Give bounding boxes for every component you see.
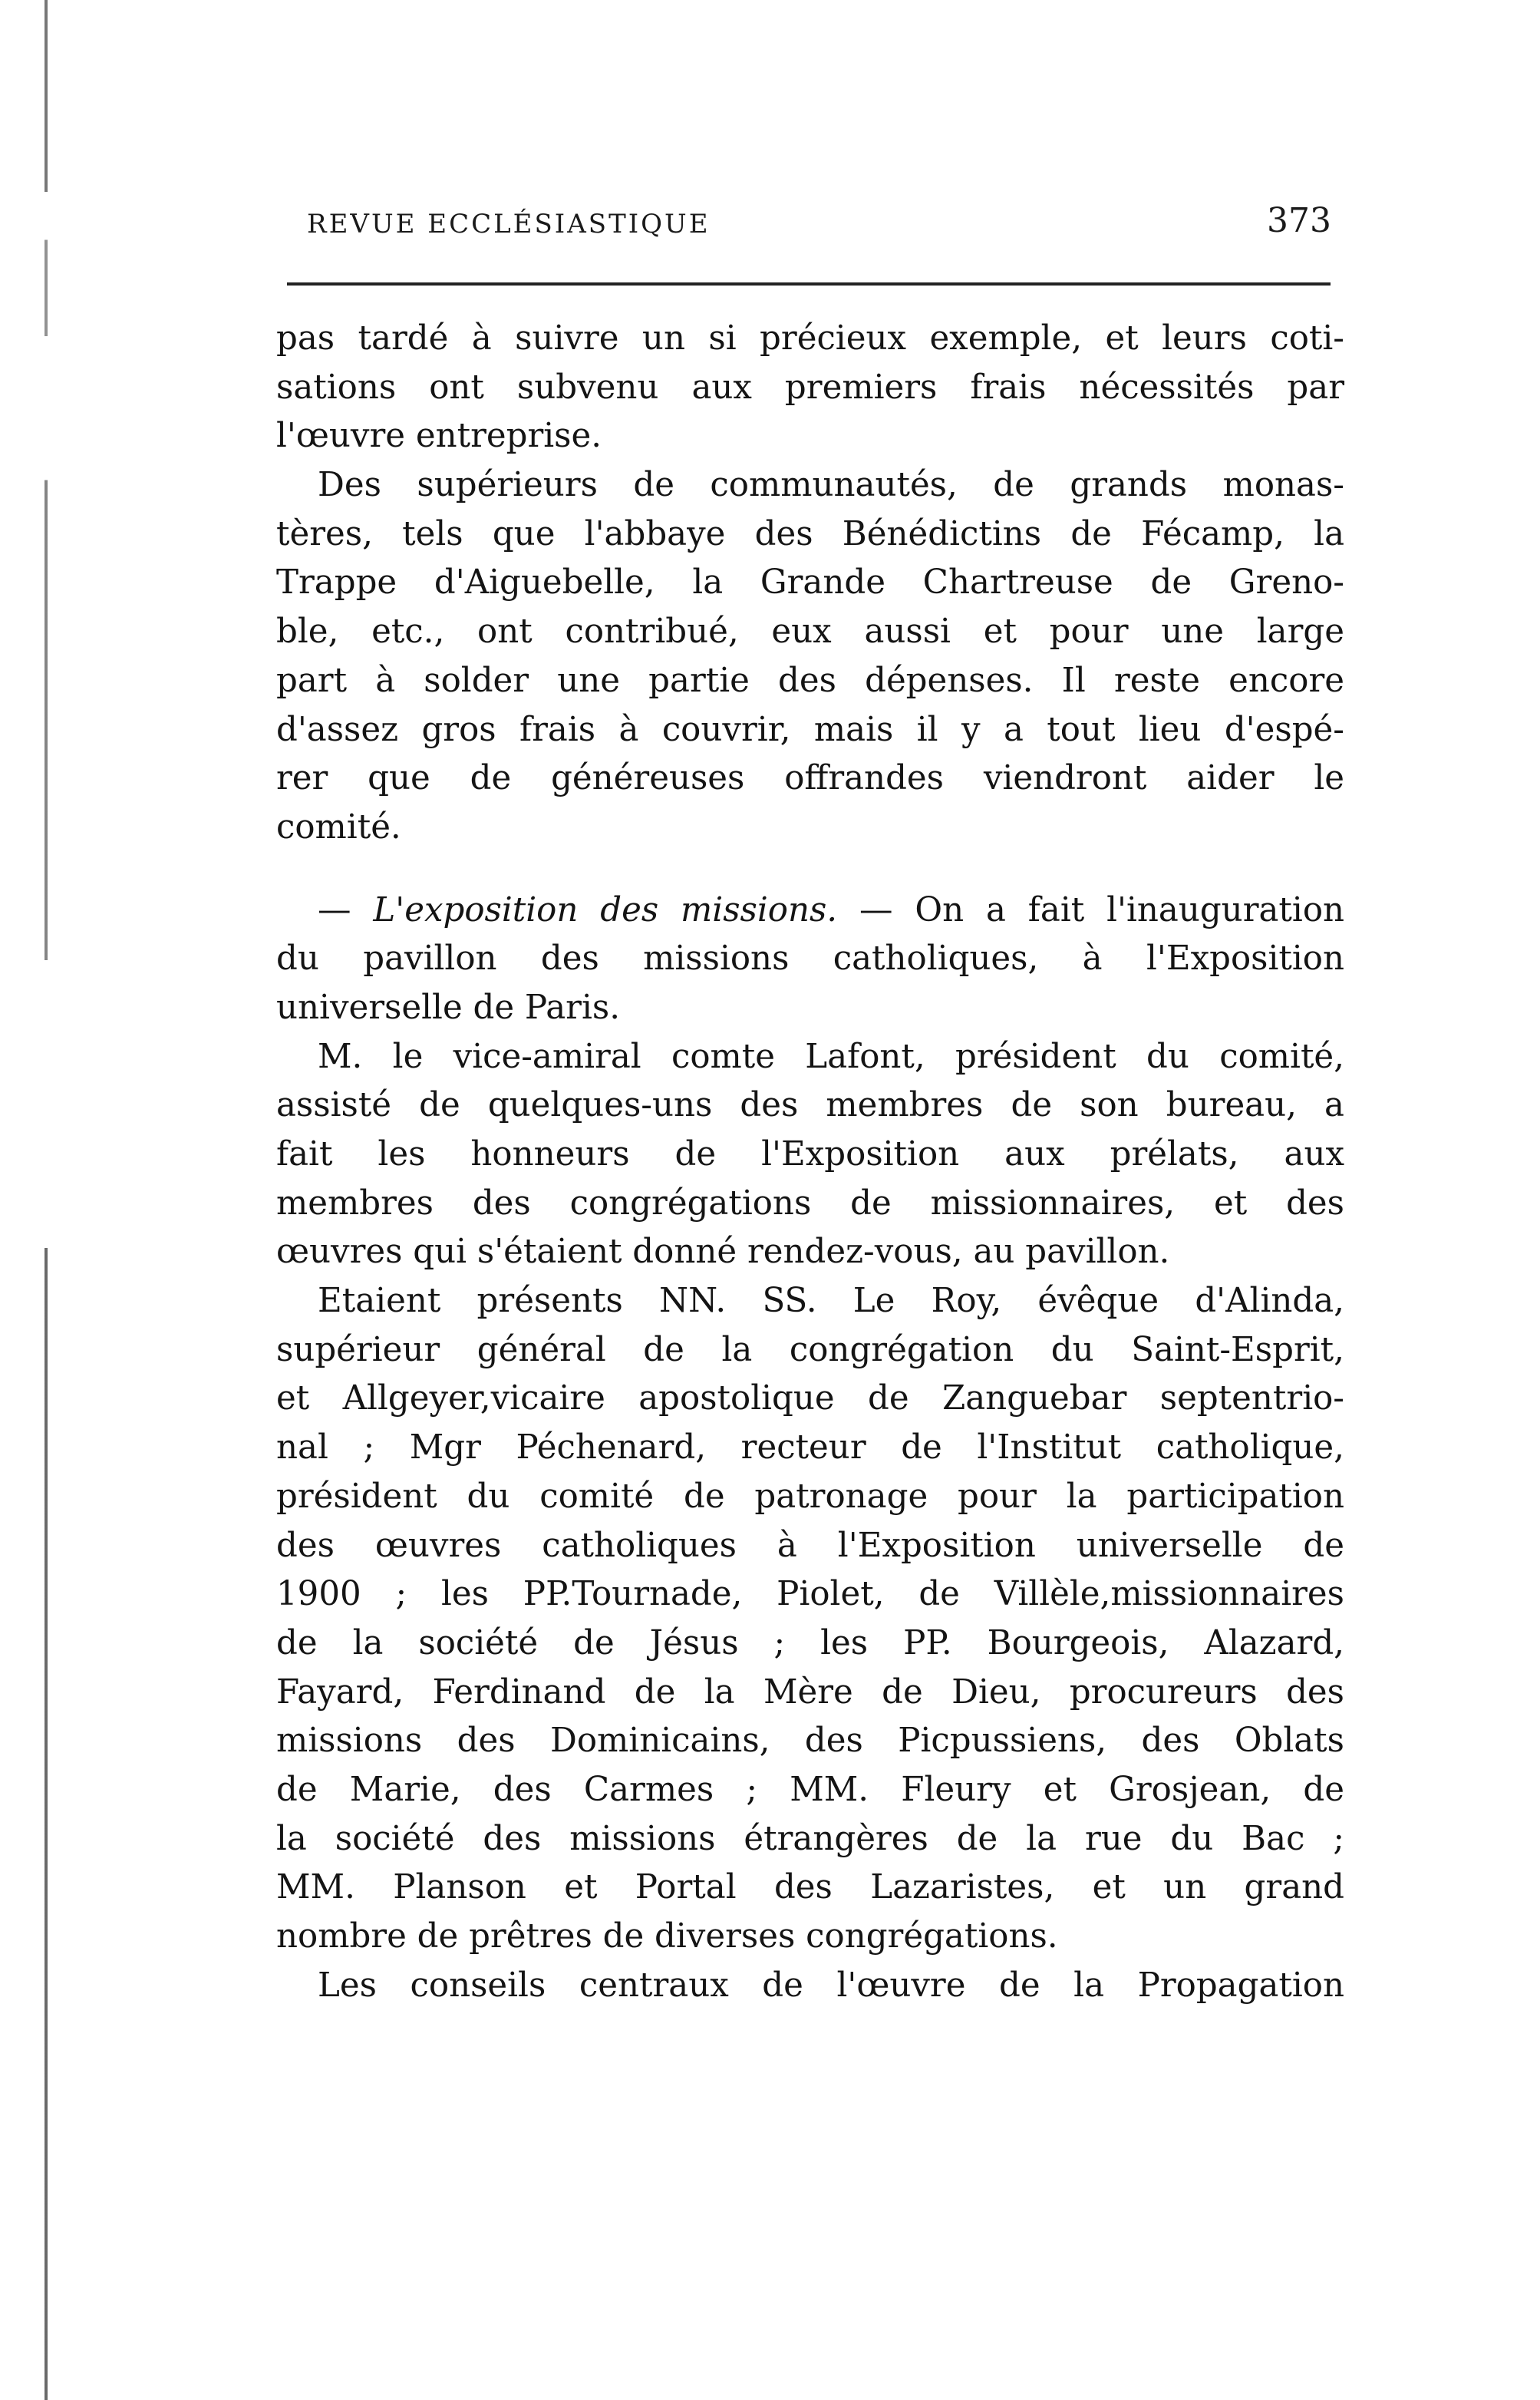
text-line: comité. [276, 807, 401, 847]
text-line: Des supérieurs de communautés, de grands monas- [318, 466, 1344, 505]
text-line: MM. Planson et Portal des Lazaristes, et un grand [276, 1868, 1344, 1907]
text-line: sations ont subvenu aux premiers frais nécessités par [276, 368, 1344, 407]
text-line: nombre de prêtres de diverses congrégations. [276, 1917, 1058, 1956]
text-line: universelle de Paris. [276, 988, 621, 1027]
text-line: missions des Dominicains, des Picpussiens, des Oblats [276, 1722, 1344, 1761]
text-line: fait les honneurs de l'Exposition aux prélats, aux [276, 1135, 1344, 1174]
text-line: la société des missions étrangères de la rue du Bac ; [276, 1819, 1344, 1858]
body-text [276, 315, 1344, 2010]
text-line: d'assez gros frais à couvrir, mais il y a tout lieu d'espé- [276, 710, 1344, 749]
section-first-line-text: — On a fait l'inauguration [859, 890, 1345, 929]
text-line: M. le vice-amiral comte Lafont, président du comité, [318, 1037, 1344, 1076]
text-line: des œuvres catholiques à l'Exposition universelle de [276, 1526, 1344, 1565]
paragraph-4 [276, 1033, 1344, 1277]
text-line: part à solder une partie des dépenses. Il reste encore [276, 661, 1344, 700]
running-title: REVUE ECCLÉSIASTIQUE [307, 209, 711, 239]
section-gap [276, 853, 1344, 886]
page-binding-edge [45, 0, 48, 2400]
text-line: Fayard, Ferdinand de la Mère de Dieu, procureurs des [276, 1672, 1344, 1712]
text-line: 1900 ; les PP.Tournade, Piolet, de Villèle,missionnaires [276, 1575, 1344, 1614]
paragraph-3 [276, 886, 1344, 1033]
text-line: et Allgeyer,vicaire apostolique de Zanguebar septentrio- [276, 1379, 1344, 1418]
text-line: tères, tels que l'abbaye des Bénédictins de Fécamp, la [276, 514, 1344, 553]
paragraph-1 [276, 315, 1344, 461]
text-line: de Marie, des Carmes ; MM. Fleury et Grosjean, de [276, 1770, 1344, 1809]
text-line: du pavillon des missions catholiques, à l'Exposition [276, 939, 1344, 979]
text-line: assisté de quelques-uns des membres de son bureau, a [276, 1086, 1344, 1125]
section-title: L'exposition des missions. [373, 890, 838, 929]
header-rule [287, 282, 1331, 286]
text-line: président du comité de patronage pour la participation [276, 1477, 1344, 1516]
text-line: Trappe d'Aiguebelle, la Grande Chartreuse de Greno- [276, 563, 1344, 602]
page-number: 373 [1267, 201, 1331, 240]
text-line: rer que de généreuses offrandes viendront aider le [276, 759, 1344, 798]
text-line: membres des congrégations de missionnaires, et des [276, 1183, 1344, 1223]
section-dash: — [318, 890, 351, 929]
text-line: ble, etc., ont contribué, eux aussi et pour une large [276, 612, 1344, 652]
text-line: pas tardé à suivre un si précieux exemple, et leurs coti- [276, 319, 1344, 358]
section-heading-line [276, 886, 1344, 936]
text-line: Etaient présents NN. SS. Le Roy, évêque d'Alinda, [318, 1282, 1344, 1321]
text-line: supérieur général de la congrégation du Saint-Esprit, [276, 1330, 1344, 1369]
paragraph-2 [276, 461, 1344, 853]
text-line: œuvres qui s'étaient donné rendez-vous, au pavillon. [276, 1233, 1170, 1272]
paragraph-5 [276, 1277, 1344, 1962]
text-line: l'œuvre entreprise. [276, 417, 602, 456]
text-line: de la société de Jésus ; les PP. Bourgeois, Alazard, [276, 1623, 1344, 1662]
text-line: nal ; Mgr Péchenard, recteur de l'Institut catholique, [276, 1428, 1344, 1467]
text-line: Les conseils centraux de l'œuvre de la Propagation [318, 1966, 1344, 2005]
paragraph-6 [276, 1962, 1344, 2011]
